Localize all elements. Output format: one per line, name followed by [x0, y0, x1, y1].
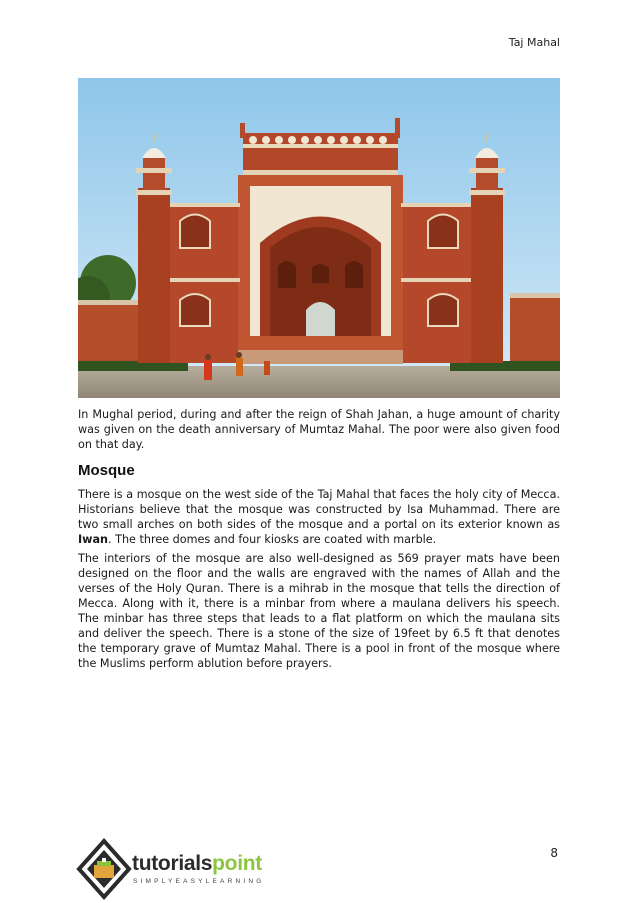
mosque-paragraph-2: The interiors of the mosque are also well-designed as 569 prayer mats have been designed on the floor and the walls are engraved with the names of Allah and the verses of the Holy Quran. There is a mihrab in the mosque that tells the direction of Mecca. Along with it, there is a minbar from where a maulana delivers his speech. The minbar has three steps that leads to a flat platform on which the maulana sits and deliver the speech. There is a stone of the size of 19feet by 6.5 ft that denotes the temporary grave of Mumtaz Mahal. There is a pool in front of the mosque where the Muslims perform ablution before prayers.: [78, 552, 560, 670]
logo-diamond-icon: [76, 838, 132, 900]
logo-tagline: SIMPLYEASYLEARNING: [133, 878, 265, 885]
section-heading-mosque: Mosque: [78, 462, 135, 479]
gateway-photo: [78, 78, 560, 398]
logo-word-point: point: [212, 852, 262, 875]
page-number: 8: [550, 846, 558, 860]
running-header-title: Taj Mahal: [508, 36, 560, 49]
tutorialspoint-logo: [76, 838, 286, 900]
mosque-paragraph-1-text-a: There is a mosque on the west side of the Taj Mahal that faces the holy city of Mecca. Historians believe that the mosque was constructed by Isa Muhammad. There are two small arches on both sides of the mosque and a portal on its exterior known as: [78, 488, 560, 531]
logo-wordmark: [132, 852, 262, 876]
mosque-paragraph-1: [78, 487, 560, 547]
iwan-term: Iwan: [78, 533, 109, 546]
logo-word-tutorials: tutorials: [132, 852, 213, 875]
intro-paragraph: In Mughal period, during and after the reign of Shah Jahan, a huge amount of charity was given on the death anniversary of Mumtaz Mahal. The poor were also given food on that day.: [78, 408, 560, 451]
mosque-paragraph-1-text-b: . The three domes and four kiosks are coated with marble.: [108, 533, 437, 546]
